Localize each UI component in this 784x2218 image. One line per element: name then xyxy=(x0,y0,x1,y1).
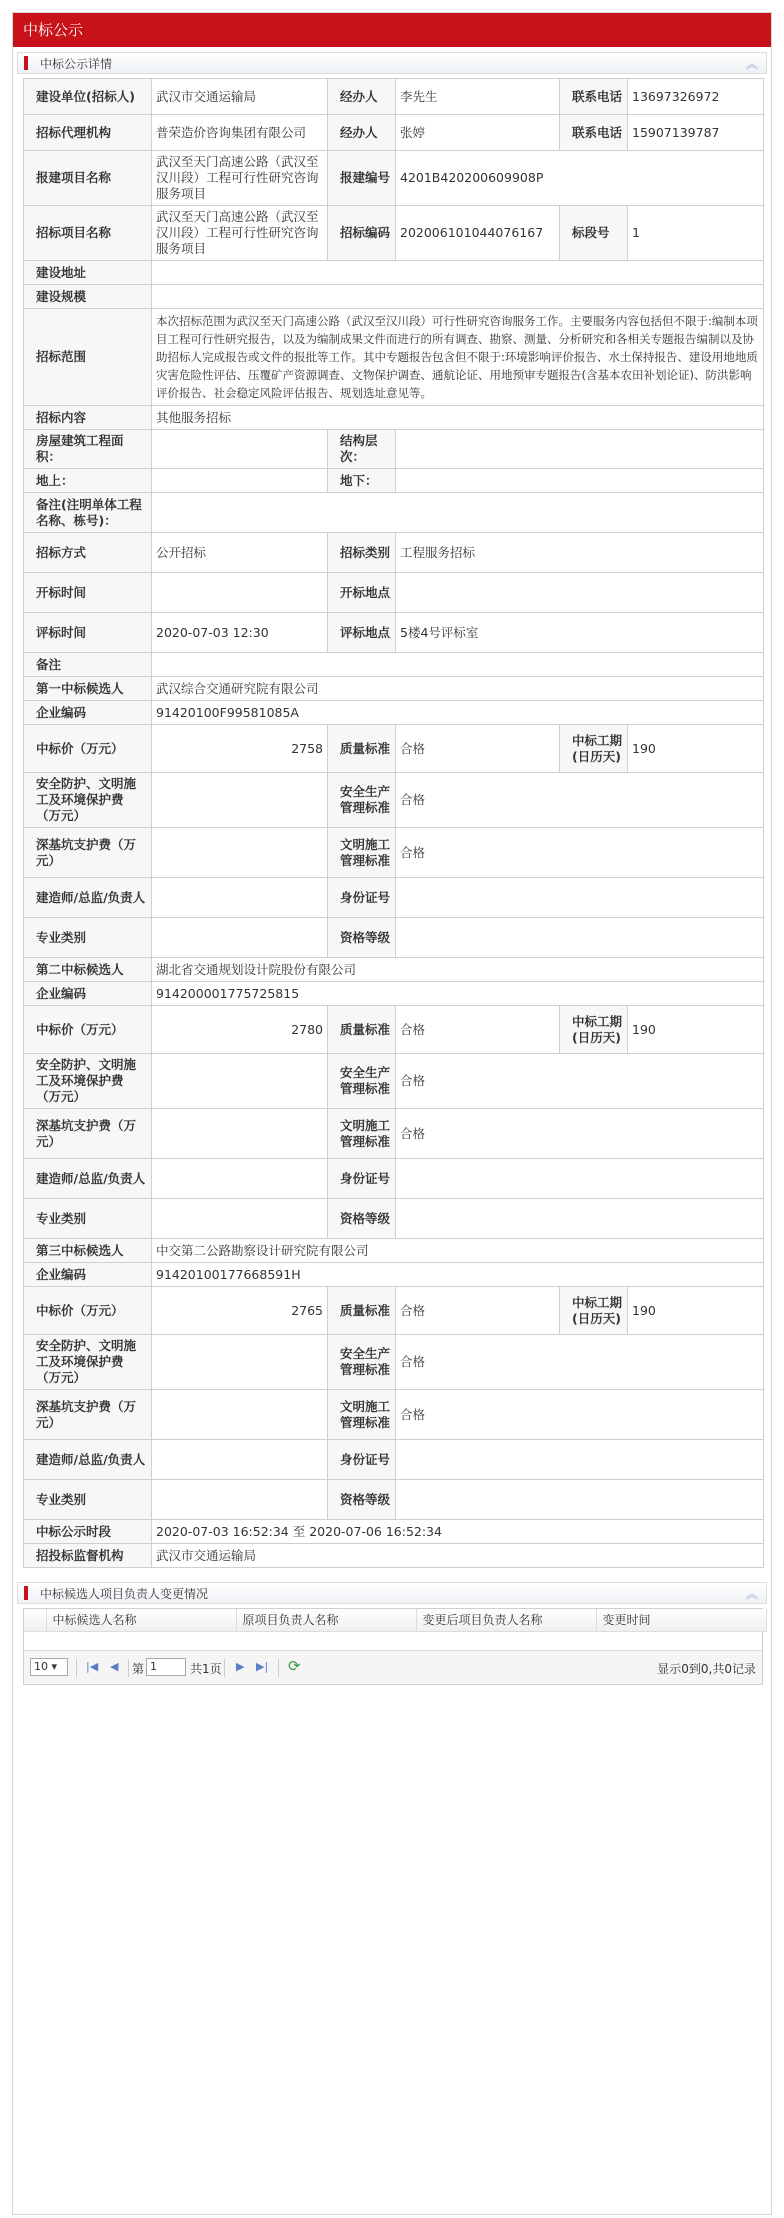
empty-table-body xyxy=(24,1632,762,1650)
field-label: 中标公示时段 xyxy=(24,1520,152,1544)
field-label: 地下： xyxy=(328,469,396,493)
last-page-icon[interactable]: ▶| xyxy=(256,1659,269,1673)
table-row xyxy=(24,982,764,1006)
field-label: 企业编码 xyxy=(24,982,152,1006)
field-label: 文明施工管理标准 xyxy=(328,1109,396,1159)
column-header[interactable]: 变更后项目负责人名称 xyxy=(416,1609,596,1631)
field-value xyxy=(396,878,764,918)
field-value xyxy=(152,878,328,918)
field-label: 安全生产管理标准 xyxy=(328,1335,396,1390)
section-header-changes[interactable] xyxy=(17,1582,767,1604)
table-row xyxy=(24,613,764,653)
field-label: 企业编码 xyxy=(24,701,152,725)
field-label: 建造师/总监/负责人 xyxy=(24,878,152,918)
candidate-label: 第三中标候选人 xyxy=(24,1239,152,1263)
chevron-up-icon[interactable]: ︽ xyxy=(745,57,758,71)
column-header[interactable]: 中标候选人名称 xyxy=(46,1609,236,1631)
field-value xyxy=(152,573,328,613)
change-list xyxy=(23,1608,763,1685)
divider xyxy=(128,1659,129,1677)
field-value: 工程服务招标 xyxy=(396,533,764,573)
section-marker xyxy=(24,1586,28,1600)
field-value xyxy=(152,773,328,828)
field-value: 合格 xyxy=(396,1006,560,1054)
field-value xyxy=(152,493,764,533)
field-value xyxy=(396,918,764,958)
divider xyxy=(224,1659,225,1677)
table-row xyxy=(24,1440,764,1480)
field-label: 联系电话 xyxy=(560,115,628,151)
field-label: 开标时间 xyxy=(24,573,152,613)
field-label: 安全生产管理标准 xyxy=(328,773,396,828)
field-label: 房屋建筑工程面积： xyxy=(24,430,152,469)
table-row xyxy=(24,1544,764,1568)
field-value: 武汉至天门高速公路（武汉至汉川段）工程可行性研究咨询服务项目 xyxy=(152,151,328,206)
field-label: 中标价（万元） xyxy=(24,1006,152,1054)
field-value xyxy=(152,1054,328,1109)
field-value xyxy=(152,653,764,677)
field-value: 2020-07-03 16:52:34 至 2020-07-06 16:52:34 xyxy=(152,1520,764,1544)
field-label: 中标价（万元） xyxy=(24,725,152,773)
divider xyxy=(76,1659,77,1677)
table-row xyxy=(24,1054,764,1109)
table-row xyxy=(24,1520,764,1544)
field-value xyxy=(152,1480,328,1520)
page-total: 共1页 xyxy=(190,1661,222,1676)
field-label: 质量标准 xyxy=(328,725,396,773)
field-value: 2765 xyxy=(152,1287,328,1335)
field-label: 中标工期(日历天) xyxy=(560,1006,628,1054)
table-row xyxy=(24,1199,764,1239)
field-label: 身份证号 xyxy=(328,1159,396,1199)
table-row xyxy=(24,677,764,701)
table-row xyxy=(24,1480,764,1520)
field-label: 评标时间 xyxy=(24,613,152,653)
table-row xyxy=(24,1006,764,1054)
field-label: 招标方式 xyxy=(24,533,152,573)
table-row xyxy=(24,285,764,309)
field-label: 建设规模 xyxy=(24,285,152,309)
table-row xyxy=(24,309,764,406)
field-label: 企业编码 xyxy=(24,1263,152,1287)
field-value xyxy=(152,430,328,469)
field-value: 15907139787 xyxy=(628,115,764,151)
field-label: 招标范围 xyxy=(24,309,152,406)
field-value: 合格 xyxy=(396,1287,560,1335)
field-value xyxy=(152,1199,328,1239)
table-row xyxy=(24,1390,764,1440)
table-row xyxy=(24,493,764,533)
field-label: 建设单位(招标人) xyxy=(24,79,152,115)
field-label: 资格等级 xyxy=(328,1480,396,1520)
candidate-label: 第一中标候选人 xyxy=(24,677,152,701)
page-title: 中标公示 xyxy=(23,21,84,39)
field-label: 安全生产管理标准 xyxy=(328,1054,396,1109)
table-row xyxy=(24,701,764,725)
table-row xyxy=(24,1159,764,1199)
field-value: 其他服务招标 xyxy=(152,406,764,430)
field-value xyxy=(152,1390,328,1440)
field-label: 招标项目名称 xyxy=(24,206,152,261)
field-value xyxy=(152,828,328,878)
field-label: 专业类别 xyxy=(24,1199,152,1239)
field-value xyxy=(152,918,328,958)
field-label: 建造师/总监/负责人 xyxy=(24,1159,152,1199)
field-value: 武汉市交通运输局 xyxy=(152,1544,764,1568)
page-container xyxy=(12,12,772,2215)
prev-page-icon[interactable]: ◀ xyxy=(110,1659,119,1673)
table-row xyxy=(24,430,764,469)
table-row xyxy=(24,406,764,430)
field-label: 安全防护、文明施工及环境保护费（万元） xyxy=(24,1335,152,1390)
field-value: 202006101044076167 xyxy=(396,206,560,261)
field-value xyxy=(396,573,764,613)
field-value xyxy=(396,430,764,469)
field-value: 190 xyxy=(628,725,764,773)
field-value: 190 xyxy=(628,1006,764,1054)
field-value xyxy=(152,469,328,493)
field-value: 合格 xyxy=(396,773,764,828)
field-label: 文明施工管理标准 xyxy=(328,1390,396,1440)
section-title: 中标候选人项目负责人变更情况 xyxy=(40,1587,209,1601)
field-label: 文明施工管理标准 xyxy=(328,828,396,878)
field-label: 资格等级 xyxy=(328,1199,396,1239)
checkbox-column-header xyxy=(24,1609,46,1631)
table-row xyxy=(24,206,764,261)
field-value xyxy=(152,285,764,309)
field-label: 身份证号 xyxy=(328,878,396,918)
field-label: 备注(注明单体工程名称、栋号)： xyxy=(24,493,152,533)
field-value xyxy=(152,1159,328,1199)
table-row xyxy=(24,1335,764,1390)
pager xyxy=(24,1650,762,1684)
field-value: 13697326972 xyxy=(628,79,764,115)
divider xyxy=(278,1659,279,1677)
page-prefix: 第 xyxy=(132,1661,145,1676)
field-value xyxy=(396,1480,764,1520)
field-label: 深基坑支护费（万元） xyxy=(24,1390,152,1440)
table-row xyxy=(24,918,764,958)
chevron-up-icon[interactable]: ︽ xyxy=(745,1587,758,1601)
table-row xyxy=(24,725,764,773)
field-label: 中标工期(日历天) xyxy=(560,725,628,773)
field-value: 普荣造价咨询集团有限公司 xyxy=(152,115,328,151)
field-value: 武汉综合交通研究院有限公司 xyxy=(152,677,764,701)
section-header-detail[interactable] xyxy=(17,52,767,74)
column-header[interactable]: 变更时间 xyxy=(596,1609,766,1631)
field-value: 合格 xyxy=(396,1054,764,1109)
table-row xyxy=(24,151,764,206)
field-value: 合格 xyxy=(396,725,560,773)
field-value: 公开招标 xyxy=(152,533,328,573)
field-value xyxy=(152,1109,328,1159)
field-value: 武汉至天门高速公路（武汉至汉川段）工程可行性研究咨询服务项目 xyxy=(152,206,328,261)
field-label: 中标价（万元） xyxy=(24,1287,152,1335)
first-page-icon[interactable]: |◀ xyxy=(86,1659,99,1673)
field-value: 合格 xyxy=(396,1109,764,1159)
field-value: 190 xyxy=(628,1287,764,1335)
table-row xyxy=(24,773,764,828)
field-value xyxy=(396,1159,764,1199)
page-header xyxy=(13,13,771,47)
table-row xyxy=(24,261,764,285)
table-row xyxy=(24,469,764,493)
table-row xyxy=(24,1263,764,1287)
table-row xyxy=(24,115,764,151)
field-label: 安全防护、文明施工及环境保护费（万元） xyxy=(24,1054,152,1109)
page-size-select[interactable]: 10 ▾ xyxy=(30,1658,68,1676)
table-row xyxy=(24,653,764,677)
field-value xyxy=(396,469,764,493)
field-label: 经办人 xyxy=(328,115,396,151)
field-label: 地上： xyxy=(24,469,152,493)
table-header-row xyxy=(24,1609,766,1631)
field-value xyxy=(152,261,764,285)
field-label: 招投标监督机构 xyxy=(24,1544,152,1568)
field-label: 安全防护、文明施工及环境保护费（万元） xyxy=(24,773,152,828)
field-label: 报建项目名称 xyxy=(24,151,152,206)
field-label: 标段号 xyxy=(560,206,628,261)
field-label: 结构层次： xyxy=(328,430,396,469)
field-label: 质量标准 xyxy=(328,1287,396,1335)
field-label: 招标类别 xyxy=(328,533,396,573)
field-value: 5楼4号评标室 xyxy=(396,613,764,653)
field-value: 武汉市交通运输局 xyxy=(152,79,328,115)
field-label: 招标代理机构 xyxy=(24,115,152,151)
refresh-icon[interactable]: ⟳ xyxy=(288,1656,301,1675)
page-number-input[interactable]: 1 xyxy=(146,1658,186,1676)
field-label: 专业类别 xyxy=(24,1480,152,1520)
table-row xyxy=(24,958,764,982)
field-label: 中标工期(日历天) xyxy=(560,1287,628,1335)
field-label: 深基坑支护费（万元） xyxy=(24,1109,152,1159)
field-label: 深基坑支护费（万元） xyxy=(24,828,152,878)
field-label: 开标地点 xyxy=(328,573,396,613)
table-row xyxy=(24,1239,764,1263)
table-row xyxy=(24,533,764,573)
field-value: 本次招标范围为武汉至天门高速公路（武汉至汉川段）可行性研究咨询服务工作。主要服务内容包括但不限于:编制本项目工程可行性研究报告，以及为编制成果文件而进行的所有调查、勘察、测量、分析研究和各相关专题报告编制以及协助招标人完成报告或文件的报批等工作。其中专题报告包含但不限于:环境影响评价报告、水土保持报告、建设用地地质灾害危险性评估、压覆矿产资源调查、文物保护调查、通航论证、用地预审专题报告(含基本农田补划论证)、防洪影响评价报告、社会稳定风险评估报告、规划选址意见等。 xyxy=(152,309,764,406)
table-row xyxy=(24,828,764,878)
field-value: 湖北省交通规划设计院股份有限公司 xyxy=(152,958,764,982)
field-label: 资格等级 xyxy=(328,918,396,958)
field-value: 合格 xyxy=(396,828,764,878)
table-row xyxy=(24,1109,764,1159)
field-label: 报建编号 xyxy=(328,151,396,206)
field-value: 合格 xyxy=(396,1335,764,1390)
table-row xyxy=(24,573,764,613)
field-value xyxy=(152,1335,328,1390)
field-value: 李先生 xyxy=(396,79,560,115)
field-value: 中交第二公路勘察设计研究院有限公司 xyxy=(152,1239,764,1263)
field-label: 招标编码 xyxy=(328,206,396,261)
field-label: 建造师/总监/负责人 xyxy=(24,1440,152,1480)
field-value: 2020-07-03 12:30 xyxy=(152,613,328,653)
table-row xyxy=(24,79,764,115)
field-value: 4201B420200609908P xyxy=(396,151,764,206)
field-value: 91420100F99581085A xyxy=(152,701,764,725)
field-value xyxy=(396,1440,764,1480)
table-row xyxy=(24,1287,764,1335)
section-title: 中标公示详情 xyxy=(40,57,113,71)
field-value xyxy=(152,1440,328,1480)
field-label: 备注 xyxy=(24,653,152,677)
field-label: 质量标准 xyxy=(328,1006,396,1054)
table-row xyxy=(24,878,764,918)
column-header[interactable]: 原项目负责人名称 xyxy=(236,1609,416,1631)
field-label: 身份证号 xyxy=(328,1440,396,1480)
field-label: 评标地点 xyxy=(328,613,396,653)
field-value: 2780 xyxy=(152,1006,328,1054)
field-label: 招标内容 xyxy=(24,406,152,430)
next-page-icon[interactable]: ▶ xyxy=(236,1659,245,1673)
field-value: 合格 xyxy=(396,1390,764,1440)
section-marker xyxy=(24,56,28,70)
pager-summary: 显示0到0,共0记录 xyxy=(657,1661,756,1676)
field-value xyxy=(396,1199,764,1239)
field-label: 经办人 xyxy=(328,79,396,115)
field-label: 建设地址 xyxy=(24,261,152,285)
candidate-label: 第二中标候选人 xyxy=(24,958,152,982)
field-value: 1 xyxy=(628,206,764,261)
field-value: 2758 xyxy=(152,725,328,773)
field-value: 91420100177668591H xyxy=(152,1263,764,1287)
field-value: 914200001775725815 xyxy=(152,982,764,1006)
field-label: 联系电话 xyxy=(560,79,628,115)
detail-table xyxy=(23,78,764,1568)
field-label: 专业类别 xyxy=(24,918,152,958)
field-value: 张婷 xyxy=(396,115,560,151)
